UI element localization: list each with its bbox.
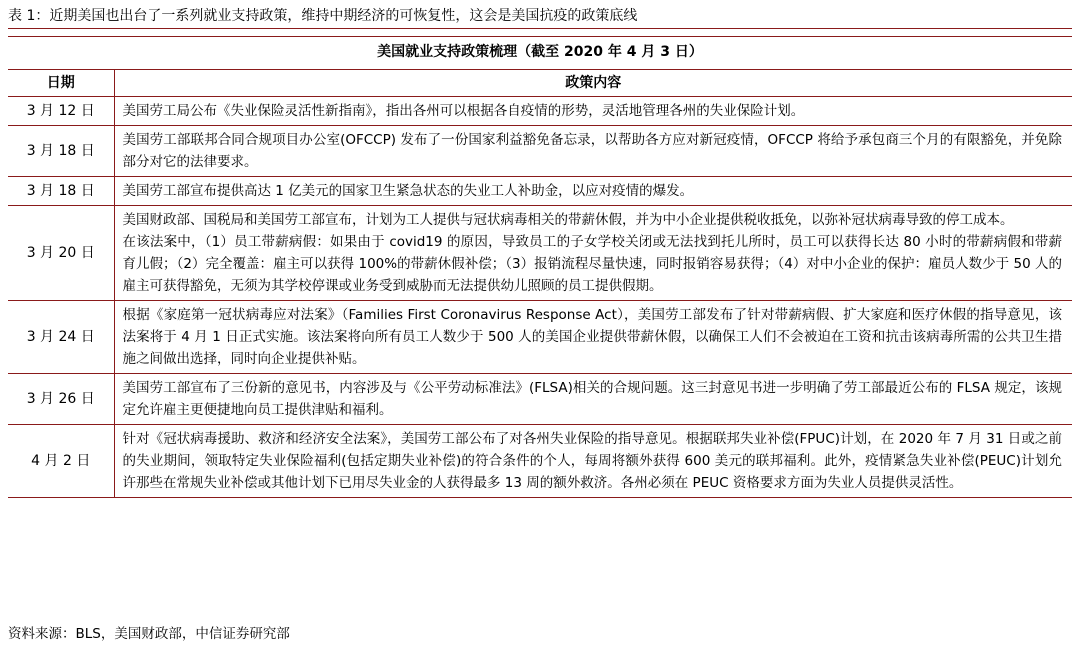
row-date: 3 月 26 日: [8, 374, 114, 425]
content-paragraph: 美国财政部、国税局和美国劳工部宣布，计划为工人提供与冠状病毒相关的带薪休假，并为中小企业提供税收抵免，以弥补冠状病毒导致的停工成本。: [122, 212, 1014, 228]
table-title-row: [8, 37, 1072, 70]
row-content: [114, 301, 1072, 374]
row-content: [114, 177, 1072, 206]
table-row: [8, 177, 1072, 206]
table-caption: 表 1：近期美国也出台了一系列就业支持政策，维持中期经济的可恢复性，这会是美国抗疫的政策底线: [8, 8, 638, 24]
policy-table-container: [8, 36, 1072, 498]
row-content: [114, 374, 1072, 425]
row-date: 4 月 2 日: [8, 425, 114, 498]
row-content: [114, 425, 1072, 498]
content-paragraph: 美国劳工局公布《失业保险灵活性新指南》，指出各州可以根据各自疫情的形势，灵活地管理各州的失业保险计划。: [122, 103, 805, 119]
table-header-row: [8, 70, 1072, 97]
table-body: [8, 97, 1072, 498]
column-header-content: 政策内容: [114, 70, 1072, 97]
row-content: [114, 126, 1072, 177]
row-date: 3 月 20 日: [8, 206, 114, 301]
table-title: 美国就业支持政策梳理（截至 2020 年 4 月 3 日）: [8, 37, 1072, 70]
table-row: [8, 206, 1072, 301]
row-content: [114, 97, 1072, 126]
content-paragraph: 美国劳工部联邦合同合规项目办公室(OFCCP) 发布了一份国家利益豁免备忘录，以帮助各方应对新冠疫情，OFCCP 将给予承包商三个月的有限豁免，并免除部分对它的法律要求。: [122, 132, 1063, 170]
content-paragraph: 美国劳工部宣布了三份新的意见书，内容涉及与《公平劳动标准法》(FLSA)相关的合规问题。这三封意见书进一步明确了劳工部最近公布的 FLSA 规定，该规定允许雇主更便捷地向员工提供津贴和福利。: [122, 380, 1063, 418]
row-date: 3 月 24 日: [8, 301, 114, 374]
table-row: [8, 374, 1072, 425]
content-paragraph: 在该法案中，（1）员工带薪病假：如果由于 covid19 的原因，导致员工的子女学校关闭或无法找到托儿所时，员工可以获得长达 80 小时的带薪病假和带薪育儿假；（2）完全覆盖：雇主可以获得 100%的带薪休假补偿；（3）报销流程尽量快速，同时报销容易获得；（4）对中小企业的保护：雇员人数少于 50 人的雇主可获得豁免，无须为其学校停课或业务受到威胁而无法提供幼儿照顾的员工提供假期。: [122, 234, 1063, 294]
policy-table: [8, 36, 1072, 498]
source-note: 资料来源：BLS，美国财政部，中信证券研究部: [8, 626, 290, 642]
table-row: [8, 97, 1072, 126]
row-content: [114, 206, 1072, 301]
content-paragraph: 针对《冠状病毒援助、救济和经济安全法案》，美国劳工部公布了对各州失业保险的指导意见。根据联邦失业补偿(FPUC)计划，在 2020 年 7 月 31 日或之前的失业期间，领取特定失业保险福利(包括定期失业补偿)的符合条件的个人，每周将额外获得 600 美元的联邦福利。此外，疫情紧急失业补偿(PEUC)计划允许那些在常规失业补偿或其他计划下已用尽失业金的人获得最多 13 周的额外救济。各州必须在 PEUC 资格要求方面为失业人员提供灵活性。: [122, 431, 1063, 491]
row-date: 3 月 12 日: [8, 97, 114, 126]
table-row: [8, 126, 1072, 177]
content-paragraph: 根据《家庭第一冠状病毒应对法案》（Families First Coronavirus Response Act），美国劳工部发布了针对带薪病假、扩大家庭和医疗休假的指导意见，该法案将于 4 月 1 日正式实施。该法案将向所有员工人数少于 500 人的美国企业提供带薪休假，以确保工人们不会被迫在工资和抗击该病毒所需的公共卫生措施之间做出选择，同时向企业提供补贴。: [122, 307, 1063, 367]
row-date: 3 月 18 日: [8, 177, 114, 206]
column-header-date: 日期: [8, 70, 114, 97]
table-row: [8, 425, 1072, 498]
caption-divider: [8, 28, 1072, 29]
content-paragraph: 美国劳工部宣布提供高达 1 亿美元的国家卫生紧急状态的失业工人补助金，以应对疫情的爆发。: [122, 183, 694, 199]
table-row: [8, 301, 1072, 374]
row-date: 3 月 18 日: [8, 126, 114, 177]
